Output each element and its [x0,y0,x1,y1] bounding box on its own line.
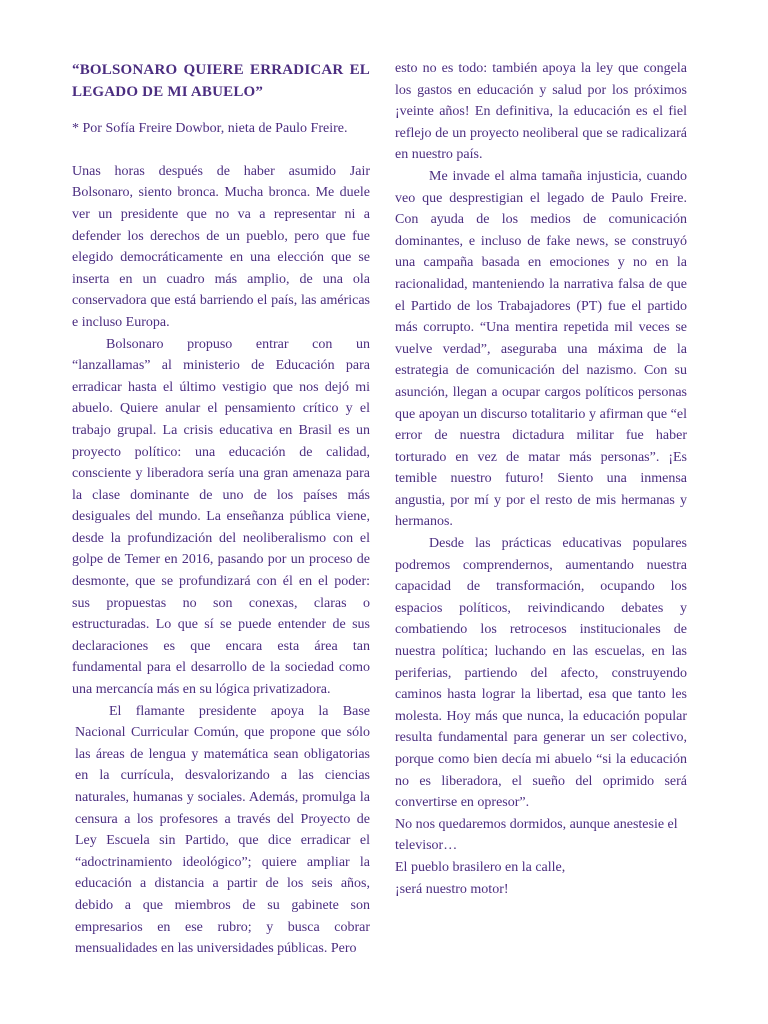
paragraph-3-continued: esto no es todo: también apoya la ley que congela los gastos en educación y salud por los próximos ¡veinte años! En definitiva, la educación es el fiel reflejo de un proyecto neoliberal que se radicalizará en nuestro país. [395,61,687,163]
paragraph-5: Desde las prácticas educativas populares podremos comprendernos, aumentando nuestra capacidad de transformación, ocupando los espacios políticos, reivindicando debates y combatiendo los retrocesos institucionales de nuestra política; luchando en las escuelas, en las periferias, partiendo del afecto, construyendo caminos hasta lograr la libertad, esa que tanto les molesta. Hoy más que nunca, la educación popular resulta fundamental para generar un ser colectivo, porque como bien decía mi abuelo “si la educación no es liberadora, el sueño del oprimido será convertirse en opresor”. [395,536,687,811]
article-title: “BOLSONARO QUIERE ERRADICAR EL LEGADO DE MI ABUELO” [72,62,370,100]
paragraph-2: Bolsonaro propuso entrar con un “lanzallamas” al ministerio de Educación para erradicar hasta el último vestigio que nos dejó mi abuelo. Quiere anular el pensamiento crítico y el trabajo grupal. La crisis educativa en Brasil es un proyecto político: una educación de calidad, consciente y liberadora sería una gran amenaza para la clase dominante de uno de los países más desiguales del mundo. La enseñanza pública viene, desde la profundización del neoliberalismo con el golpe de Temer en 2016, pasando por un proceso de desmonte, que se profundizará con él en el poder: sus propuestas no son conexas, claras o estructuradas. Lo que sí se puede entender de sus declaraciones es que encara esta área tan fundamental para el desarrollo de la sociedad como una mercancía más en su lógica privatizadora. [72,336,370,698]
paragraph-1: Unas horas después de haber asumido Jair Bolsonaro, siento bronca. Mucha bronca. Me duele ver un presidente que no va a representar ni a defender los derechos de un pueblo, pero que fue elegido democráticamente en una elección que se inserta en un cuadro más amplio, de una ola conservadora que está barriendo el país, las américas e incluso Europa. [72,163,370,330]
closing-line-1: No nos quedaremos dormidos, aunque anestesie el televisor… [395,816,678,854]
article-byline: * Por Sofía Freire Dowbor, nieta de Paulo Freire. [72,121,348,137]
paragraph-3 [72,701,370,960]
closing-lines [395,814,687,900]
closing-line-3: ¡será nuestro motor! [395,881,509,897]
paragraph-3-text: El flamante presidente apoya la Base Nacional Curricular Común, que propone que sólo las áreas de lengua y matemática sean obligatorias en la currícula, desvalorizando a las ciencias naturales, humanas y sociales. Además, promulga la censura a los profesores a través del Proyecto de Ley Escuela sin Partido, que dice erradicar el “adoctrinamiento ideológico”; quiere ampliar la educación a distancia a partir de los seis años, debido a que miembros de su gabinete son empresarios en ese rubro; y busca cobrar mensualidades en las universidades públicas. Pero [75,703,370,957]
paragraph-4: Me invade el alma tamaña injusticia, cuando veo que desprestigian el legado de Paulo Freire. Con ayuda de los medios de comunicación dominantes, e incluso de fake news, se construyó una campaña basada en emociones y no en la racionalidad, manteniendo la narrativa falsa de que el Partido de los Trabajadores (PT) fue el partido más corrupto. “Una mentira repetida mil veces se vuelve verdad”, aseguraba una máxima de la estrategia de comunicación del nazismo. Con su asunción, llegan a ocupar cargos políticos personas que apoyan un discurso totalitario y afirman que “el error de nuestra dictadura militar fue haber torturado en vez de matar más personas”. ¡Es temible nuestro futuro! Siento una inmensa angustia, por mí y por el resto de mis hermanas y hermanos. [395,168,687,530]
closing-line-2: El pueblo brasilero en la calle, [395,859,566,875]
left-column [72,58,370,960]
right-column [395,58,687,900]
